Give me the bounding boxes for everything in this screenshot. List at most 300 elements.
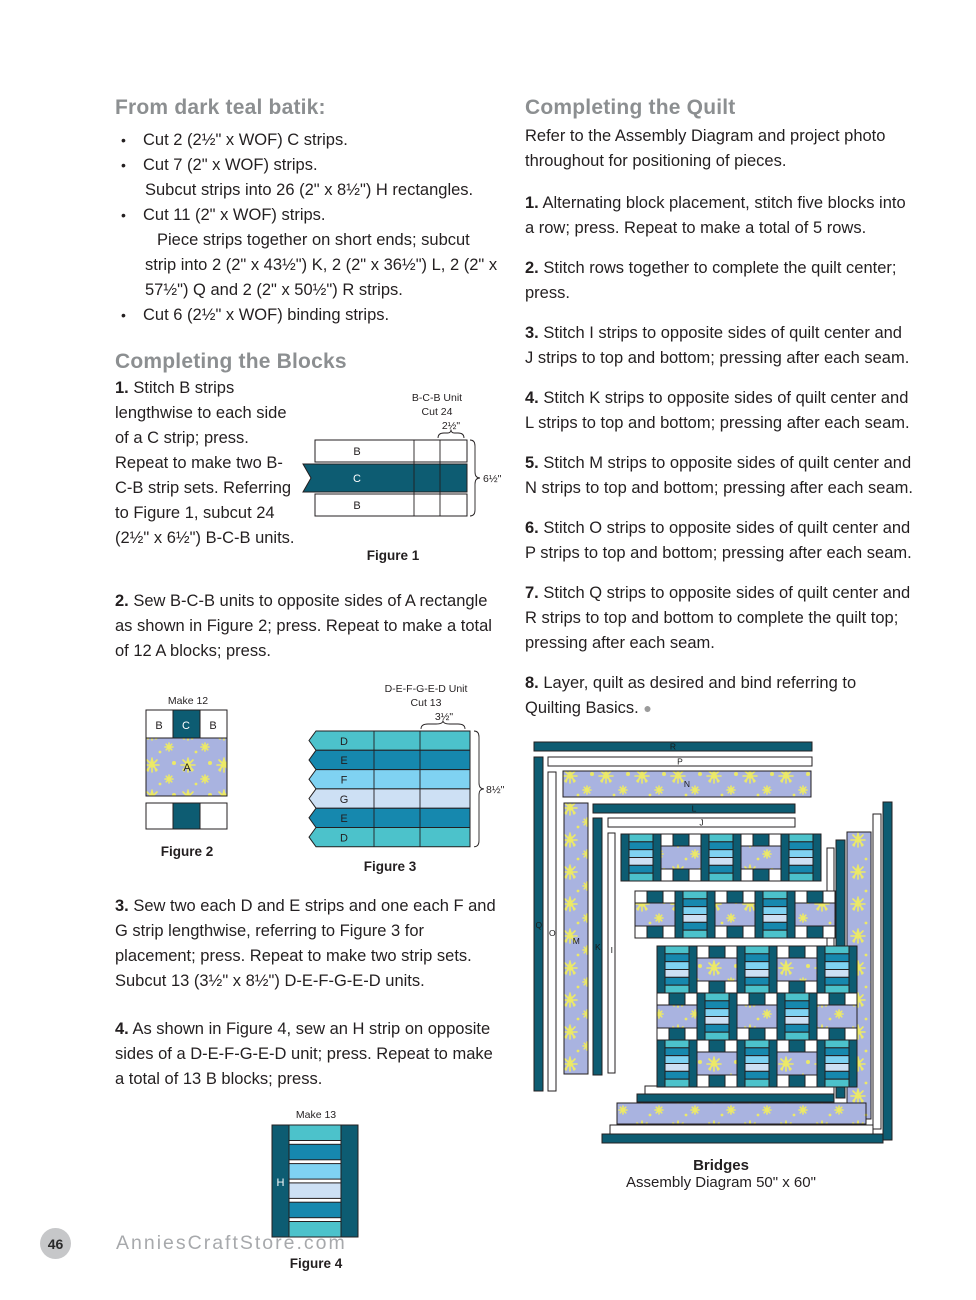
quilt-block-b-strip bbox=[825, 977, 849, 985]
right-column bbox=[525, 96, 913, 1191]
quilt-block-a-top bbox=[795, 891, 807, 903]
fig1-width-label: 2½" bbox=[441, 420, 461, 432]
fig3-label-e2: E bbox=[340, 813, 348, 825]
fig3-label-d1: D bbox=[340, 736, 348, 748]
quilt-block-b-strip bbox=[683, 891, 707, 899]
blocks-step-3: 3. Sew two each D and E strips and one each F and G strip lengthwise, referring to Figure 3 for placement; press. Repeat to make two strip sets. Subcut 13 (3½" x 8½") D-E-F-G-E-D units. bbox=[115, 897, 496, 990]
fig1-label-c: C bbox=[353, 473, 361, 485]
quilt-block-b-strip bbox=[705, 993, 729, 1001]
assembly-strip-label: O bbox=[548, 928, 556, 938]
quilt-block-b-strip bbox=[745, 1056, 769, 1064]
quilt-intro: Refer to the Assembly Diagram and project photo throughout for positioning of pieces. bbox=[525, 127, 886, 170]
quilt-block-b-bar bbox=[653, 834, 661, 881]
quilt-block-a-bottom bbox=[725, 981, 737, 993]
quilt-block-b-bar bbox=[707, 891, 715, 938]
quilt-block-a-top bbox=[709, 946, 725, 958]
quilt-block-b-strip bbox=[789, 873, 813, 881]
quilt-block-b-strip bbox=[745, 1064, 769, 1072]
fig3-title2: Cut 13 bbox=[410, 697, 442, 709]
quilt-block-b-strip bbox=[825, 954, 849, 962]
quilt-block-b-strip bbox=[629, 858, 653, 866]
quilt-block-a-bottom bbox=[737, 1028, 749, 1040]
quilt-block-b-bar bbox=[657, 946, 665, 993]
assembly-strip-label: K bbox=[594, 942, 601, 952]
quilt-block-b-strip bbox=[683, 899, 707, 907]
quilt-block-a-top bbox=[823, 891, 835, 903]
quilt-block-a-top bbox=[657, 993, 669, 1005]
quilt-block-a-bottom bbox=[753, 869, 769, 881]
fig4-label-h: H bbox=[276, 1177, 285, 1189]
fig2-label-b2: B bbox=[209, 720, 217, 732]
quilt-block-b-strip bbox=[825, 1040, 849, 1048]
quilt-block-b-strip bbox=[629, 850, 653, 858]
quilt-block-a-top bbox=[741, 834, 753, 846]
quilt-block-b-strip bbox=[825, 946, 849, 954]
cutting-item: • Cut 7 (2" x WOF) strips. bbox=[115, 153, 503, 178]
quilt-block-b-bar bbox=[733, 834, 741, 881]
blocks-step-2: 2. Sew B-C-B units to opposite sides of A rectangle as shown in Figure 2; press. Repeat to make a total of 12 A blocks; press. bbox=[115, 592, 492, 660]
cutting-item: • Cut 6 (2½" x WOF) binding strips. bbox=[115, 303, 503, 328]
figure3 bbox=[290, 679, 508, 884]
quilt-block-a-bottom bbox=[725, 1075, 737, 1087]
quilt-block-a-top bbox=[817, 993, 829, 1005]
quilt-block-b-strip bbox=[825, 1064, 849, 1072]
quilt-block-a-bottom bbox=[789, 1075, 805, 1087]
left-column bbox=[115, 96, 503, 1282]
quilt-block-a-top bbox=[845, 993, 857, 1005]
quilt-block-a-bottom bbox=[685, 1028, 697, 1040]
quilt-block-b-strip bbox=[763, 891, 787, 899]
fig3-right-brace bbox=[474, 731, 484, 847]
quilt-block-a-center bbox=[737, 1005, 777, 1028]
quilt-block-a-top bbox=[805, 946, 817, 958]
fig3-strips bbox=[309, 731, 470, 847]
quilt-block-a-top bbox=[709, 1040, 725, 1052]
quilt-block-b-bar bbox=[817, 1040, 825, 1087]
figure1-diagram bbox=[297, 388, 503, 570]
quilt-block-b-strip bbox=[705, 1024, 729, 1032]
fig4-strip-e1 bbox=[289, 1144, 341, 1160]
quilt-block-a-bottom bbox=[789, 981, 805, 993]
fig2-bottom-c bbox=[173, 803, 200, 829]
quilt-block-b-bar bbox=[737, 1040, 745, 1087]
quilt-block-a-center bbox=[697, 958, 737, 981]
quilt-block-a-top bbox=[769, 834, 781, 846]
quilt-block-b-strip bbox=[785, 1009, 809, 1017]
quilt-block-b-strip bbox=[745, 1040, 769, 1048]
quilt-block-b-strip bbox=[745, 946, 769, 954]
quilt-block-a-bottom bbox=[829, 1028, 845, 1040]
quilt-block-b-bar bbox=[769, 1040, 777, 1087]
quilt-block-b-strip bbox=[789, 858, 813, 866]
quilt-block-a-bottom bbox=[697, 1075, 709, 1087]
quilt-block-b-strip bbox=[763, 915, 787, 923]
fig3-label-f: F bbox=[340, 774, 348, 787]
quilt-block-a-bottom bbox=[805, 1075, 817, 1087]
quilt-block-b-bar bbox=[701, 834, 709, 881]
quilt-block-b-strip bbox=[665, 1056, 689, 1064]
page-footer bbox=[40, 1228, 347, 1259]
blocks-heading: Completing the Blocks bbox=[115, 350, 347, 373]
fig3-strip-d2 bbox=[309, 828, 470, 847]
quilt-block-b-strip bbox=[709, 858, 733, 866]
bullet-glyph: • bbox=[121, 157, 126, 173]
quilt-block-a-center bbox=[777, 1052, 817, 1075]
fig3-label-e1: E bbox=[340, 755, 348, 767]
cutting-subitem: Subcut strips into 26 (2" x 8½") H rectangles. bbox=[145, 181, 474, 199]
quilt-block-a-center bbox=[741, 846, 781, 869]
assembly-diagram bbox=[525, 736, 913, 1153]
quilt-block-b-strip bbox=[789, 865, 813, 873]
cutting-list bbox=[115, 128, 503, 328]
quilt-block-b-strip bbox=[825, 985, 849, 993]
quilt-block-a-top bbox=[777, 1040, 789, 1052]
quilt-block-b-strip bbox=[825, 1056, 849, 1064]
fig4-make-label: Make 13 bbox=[295, 1109, 337, 1121]
quilt-block-a-bottom bbox=[777, 981, 789, 993]
quilt-block-a-bottom bbox=[697, 981, 709, 993]
quilt-block-a-top bbox=[689, 834, 701, 846]
quilt-block-b-strip bbox=[785, 1024, 809, 1032]
assembly-title: Bridges bbox=[693, 1157, 749, 1174]
quilt-block-b-strip bbox=[745, 1079, 769, 1087]
quilt-block-b-strip bbox=[665, 977, 689, 985]
quilt-block-a-top bbox=[661, 834, 673, 846]
quilt-block-b-strip bbox=[763, 899, 787, 907]
quilt-block-b-strip bbox=[629, 834, 653, 842]
quilt-block-a-center bbox=[635, 903, 675, 926]
fig3-label-g: G bbox=[339, 794, 349, 806]
quilt-block-a-bottom bbox=[743, 926, 755, 938]
assembly-border-right-O bbox=[873, 814, 881, 1129]
quilt-block-a-top bbox=[777, 946, 789, 958]
quilt-block-b-bar bbox=[621, 834, 629, 881]
quilt-block-b-strip bbox=[785, 1001, 809, 1009]
quilt-block-b-strip bbox=[745, 954, 769, 962]
quilt-block-a-top bbox=[749, 993, 765, 1005]
assembly-border-bottom-N bbox=[617, 1103, 866, 1124]
fig2-caption: Figure 2 bbox=[160, 844, 214, 859]
bullet-glyph: • bbox=[121, 307, 126, 323]
quilt-block-b-strip bbox=[665, 1048, 689, 1056]
assembly-strip-label: P bbox=[677, 756, 683, 767]
quilt-block-a-top bbox=[807, 891, 823, 903]
quilt-block-b-strip bbox=[785, 1017, 809, 1025]
quilt-block-a-top bbox=[737, 993, 749, 1005]
fig3-strip-g bbox=[309, 789, 470, 808]
quilt-block-b-strip bbox=[683, 922, 707, 930]
quilt-block-b-bar bbox=[769, 946, 777, 993]
quilt-step-1: 1. Alternating block placement, stitch five blocks into a row; press. Repeat to make a total of 5 rows. bbox=[525, 194, 906, 237]
quilt-block-b-strip bbox=[825, 1048, 849, 1056]
assembly-strip-label: R bbox=[669, 741, 677, 752]
quilt-block-a-top bbox=[697, 1040, 709, 1052]
quilt-block-b-strip bbox=[785, 1032, 809, 1040]
assembly-border-bottom-P bbox=[610, 1125, 873, 1134]
figure3-diagram bbox=[290, 679, 508, 879]
fig4-strip-g bbox=[289, 1183, 341, 1199]
fig3-caption: Figure 3 bbox=[363, 859, 417, 874]
quilt-block-b-strip bbox=[745, 977, 769, 985]
fig2-label-c: C bbox=[182, 720, 190, 732]
article-end-mark: ● bbox=[643, 700, 652, 716]
quilt-block-a-top bbox=[789, 1040, 805, 1052]
fig3-width-label: 3½" bbox=[434, 711, 454, 723]
quilt-block-b-bar bbox=[689, 1040, 697, 1087]
quilt-block-b-strip bbox=[665, 1064, 689, 1072]
fig1-title2: Cut 24 bbox=[421, 406, 453, 418]
quilt-block-a-top bbox=[647, 891, 663, 903]
quilt-block-a-bottom bbox=[709, 981, 725, 993]
step1-with-figure1 bbox=[115, 376, 503, 575]
fig1-right-brace bbox=[470, 440, 480, 516]
blocks-step-4: 4. As shown in Figure 4, sew an H strip on opposite sides of a D-E-F-G-E-D unit; press. Repeat to make a total of 13 B blocks; press. bbox=[115, 1020, 493, 1088]
quilt-block-b-strip bbox=[709, 873, 733, 881]
fig2-bottom-b-right bbox=[200, 803, 227, 829]
fig4-center-strips bbox=[289, 1125, 341, 1237]
quilt-block-b-bar bbox=[697, 993, 705, 1040]
fig3-strip-e2 bbox=[309, 808, 470, 827]
quilt-step-7: 7. Stitch Q strips to opposite sides of quilt center and R strips to top and bottom to complete the quilt top; pressing after each seam. bbox=[525, 584, 911, 652]
fig2-label-a: A bbox=[183, 762, 191, 774]
quilt-block-b-bar bbox=[657, 1040, 665, 1087]
quilt-block-b-strip bbox=[665, 962, 689, 970]
quilt-block-b-strip bbox=[745, 962, 769, 970]
quilt-block-b-strip bbox=[665, 1040, 689, 1048]
quilt-block-b-strip bbox=[745, 985, 769, 993]
figure1 bbox=[297, 388, 503, 575]
quilt-block-a-bottom bbox=[647, 926, 663, 938]
quilt-block-b-strip bbox=[705, 1009, 729, 1017]
quilt-block-a-top bbox=[685, 993, 697, 1005]
quilt-block-b-bar bbox=[787, 891, 795, 938]
fig2-label-b1: B bbox=[155, 720, 163, 732]
fig4-strip-f bbox=[289, 1164, 341, 1180]
quilt-block-b-strip bbox=[665, 1071, 689, 1079]
assembly-diagram-svg bbox=[525, 736, 917, 1148]
quilt-block-b-bar bbox=[689, 946, 697, 993]
fig1-strip-b-top bbox=[315, 440, 467, 462]
quilt-block-a-bottom bbox=[673, 869, 689, 881]
quilt-block-b-strip bbox=[763, 907, 787, 915]
quilt-block-b-strip bbox=[705, 1017, 729, 1025]
quilt-block-a-bottom bbox=[777, 1075, 789, 1087]
fig1-strip-c bbox=[303, 464, 467, 492]
quilt-block-a-bottom bbox=[709, 1075, 725, 1087]
fig1-caption: Figure 1 bbox=[366, 548, 420, 563]
quilt-block-a-center bbox=[715, 903, 755, 926]
quilt-block-a-bottom bbox=[805, 981, 817, 993]
quilt-block-b-bar bbox=[737, 946, 745, 993]
quilt-block-b-strip bbox=[709, 842, 733, 850]
quilt-block-a-top bbox=[805, 1040, 817, 1052]
quilt-block-a-center bbox=[817, 1005, 857, 1028]
quilt-block-b-strip bbox=[705, 1032, 729, 1040]
assembly-border-bottom-L bbox=[637, 1094, 834, 1102]
quilt-block-a-bottom bbox=[669, 1028, 685, 1040]
quilt-block-b-bar bbox=[849, 1040, 857, 1087]
quilt-block-b-bar bbox=[813, 834, 821, 881]
quilt-block-a-top bbox=[789, 946, 805, 958]
quilt-block-b-strip bbox=[763, 930, 787, 938]
quilt-block-a-top bbox=[727, 891, 743, 903]
quilt-block-b-bar bbox=[755, 891, 763, 938]
quilt-block-a-top bbox=[673, 834, 689, 846]
quilt-heading: Completing the Quilt bbox=[525, 96, 736, 119]
quilt-block-b-strip bbox=[629, 842, 653, 850]
quilt-block-a-bottom bbox=[823, 926, 835, 938]
quilt-block-b-bar bbox=[777, 993, 785, 1040]
quilt-block-b-strip bbox=[745, 1071, 769, 1079]
quilt-block-b-bar bbox=[849, 946, 857, 993]
quilt-block-b-strip bbox=[709, 850, 733, 858]
figure2-diagram bbox=[143, 693, 235, 865]
fig1-label-b1: B bbox=[353, 446, 361, 458]
blocks-step-1: 1. Stitch B strips lengthwise to each side of a C strip; press. Repeat to make two B-C-B strip sets. Referring to Figure 1, subcut 24 (2½" x 6½") B-C-B units. bbox=[115, 379, 295, 547]
fig2-make-label: Make 12 bbox=[167, 695, 209, 707]
cutting-subitem: Piece strips together on short ends; subcut strip into 2 (2" x 43½") K, 2 (2" x 36½") L, 2 (2" x 57½") Q and 2 (2" x 50½") R strips. bbox=[145, 231, 498, 299]
quilt-block-a-top bbox=[635, 891, 647, 903]
quilt-block-b-strip bbox=[683, 930, 707, 938]
quilt-block-b-strip bbox=[629, 865, 653, 873]
site-name: AnniesCraftStore.com bbox=[116, 1232, 347, 1254]
bullet-glyph: • bbox=[121, 207, 126, 223]
quilt-block-b-strip bbox=[789, 842, 813, 850]
fig3-strip-e1 bbox=[309, 750, 470, 769]
quilt-block-b-bar bbox=[817, 946, 825, 993]
quilt-block-a-center bbox=[795, 903, 835, 926]
quilt-block-b-strip bbox=[665, 954, 689, 962]
fig3-height-label: 8½" bbox=[486, 784, 505, 796]
quilt-block-b-strip bbox=[665, 970, 689, 978]
assembly-caption bbox=[525, 1157, 917, 1191]
quilt-block-a-bottom bbox=[635, 926, 647, 938]
quilt-block-a-bottom bbox=[689, 869, 701, 881]
page-number-badge: 46 bbox=[40, 1228, 71, 1259]
quilt-block-b-strip bbox=[789, 850, 813, 858]
quilt-step-2: 2. Stitch rows together to complete the quilt center; press. bbox=[525, 259, 897, 302]
quilt-block-a-bottom bbox=[807, 926, 823, 938]
quilt-block-b-strip bbox=[629, 873, 653, 881]
quilt-step-8: 8. Layer, quilt as desired and bind referring to Quilting Basics. ● bbox=[525, 674, 857, 717]
quilt-block-a-bottom bbox=[795, 926, 807, 938]
figures-2-3-row bbox=[143, 679, 503, 884]
quilt-block-b-strip bbox=[683, 915, 707, 923]
quilt-block-a-bottom bbox=[845, 1028, 857, 1040]
quilt-block-b-strip bbox=[789, 834, 813, 842]
bullet-glyph: • bbox=[121, 132, 126, 148]
quilt-block-a-center bbox=[697, 1052, 737, 1075]
quilt-block-a-bottom bbox=[661, 869, 673, 881]
quilt-block-a-center bbox=[777, 958, 817, 981]
quilt-block-a-bottom bbox=[741, 869, 753, 881]
quilt-block-a-top bbox=[663, 891, 675, 903]
fig1-strip-b-bottom bbox=[315, 494, 467, 516]
assembly-strip-label: M bbox=[572, 936, 580, 946]
quilt-block-a-center bbox=[657, 1005, 697, 1028]
quilt-block-b-bar bbox=[729, 993, 737, 1040]
quilt-block-b-bar bbox=[781, 834, 789, 881]
fig4-strip-d1 bbox=[289, 1125, 341, 1141]
quilt-block-b-strip bbox=[825, 962, 849, 970]
quilt-block-a-top bbox=[753, 834, 769, 846]
fig1-height-label: 6½" bbox=[483, 473, 502, 485]
fig4-h-strip-right bbox=[341, 1125, 358, 1237]
quilt-block-b-strip bbox=[745, 1048, 769, 1056]
assembly-strip-label: J bbox=[699, 817, 704, 828]
quilt-block-b-strip bbox=[709, 834, 733, 842]
quilt-block-a-bottom bbox=[727, 926, 743, 938]
quilt-block-a-center bbox=[661, 846, 701, 869]
assembly-strip-label: Q bbox=[535, 920, 543, 930]
assembly-subtitle: Assembly Diagram 50" x 60" bbox=[626, 1174, 816, 1191]
quilt-block-a-top bbox=[715, 891, 727, 903]
quilt-block-b-bar bbox=[809, 993, 817, 1040]
quilt-block-a-top bbox=[725, 1040, 737, 1052]
fig3-title1: D-E-F-G-E-D Unit bbox=[384, 683, 468, 695]
quilt-block-b-strip bbox=[785, 993, 809, 1001]
fig3-label-d2: D bbox=[340, 832, 348, 845]
quilt-block-a-bottom bbox=[765, 1028, 777, 1040]
fig3-strip-f bbox=[309, 770, 470, 789]
quilt-block-b-bar bbox=[675, 891, 683, 938]
fig2-bottom-b-left bbox=[146, 803, 173, 829]
fig1-title1: B-C-B Unit bbox=[411, 392, 463, 404]
quilt-block-a-bottom bbox=[657, 1028, 669, 1040]
quilt-block-b-strip bbox=[763, 922, 787, 930]
quilt-block-a-top bbox=[669, 993, 685, 1005]
fig4-caption: Figure 4 bbox=[289, 1256, 343, 1271]
quilt-block-a-top bbox=[829, 993, 845, 1005]
quilt-block-b-strip bbox=[825, 1079, 849, 1087]
quilt-step-3: 3. Stitch I strips to opposite sides of quilt center and J strips to top and bottom; pressing after each seam. bbox=[525, 324, 910, 367]
fig1-label-b2: B bbox=[353, 500, 361, 512]
fig3-strip-d1 bbox=[309, 731, 470, 750]
quilt-block-a-top bbox=[697, 946, 709, 958]
cutting-item: • Cut 2 (2½" x WOF) C strips. bbox=[115, 128, 503, 153]
quilt-block-a-bottom bbox=[715, 926, 727, 938]
quilt-block-b-strip bbox=[825, 970, 849, 978]
fig4-strip-e2 bbox=[289, 1202, 341, 1218]
quilt-block-a-bottom bbox=[769, 869, 781, 881]
quilt-block-b-strip bbox=[825, 1071, 849, 1079]
quilt-step-6: 6. Stitch O strips to opposite sides of quilt center and P strips to top and bottom; pressing after each seam. bbox=[525, 519, 912, 562]
fig3-top-brace bbox=[421, 721, 465, 730]
assembly-border-right-Q bbox=[883, 802, 892, 1140]
cutting-item: • Cut 11 (2" x WOF) strips. bbox=[115, 203, 503, 228]
quilt-block-a-bottom bbox=[749, 1028, 765, 1040]
quilt-block-b-strip bbox=[705, 1001, 729, 1009]
quilt-step-5: 5. Stitch M strips to opposite sides of quilt center and N strips to top and bottom; pressing after each seam. bbox=[525, 454, 913, 497]
quilt-block-b-strip bbox=[665, 946, 689, 954]
quilt-block-b-strip bbox=[665, 1079, 689, 1087]
quilt-block-b-strip bbox=[745, 970, 769, 978]
quilt-block-a-top bbox=[743, 891, 755, 903]
figure2 bbox=[143, 693, 235, 884]
cutting-heading: From dark teal batik: bbox=[115, 96, 326, 119]
assembly-border-bottom-R bbox=[602, 1134, 883, 1143]
quilt-block-a-bottom bbox=[663, 926, 675, 938]
quilt-block-b-strip bbox=[683, 907, 707, 915]
assembly-strip-label: L bbox=[691, 803, 697, 814]
quilt-block-a-top bbox=[725, 946, 737, 958]
quilt-block-a-bottom bbox=[817, 1028, 829, 1040]
quilt-step-4: 4. Stitch K strips to opposite sides of quilt center and L strips to top and bottom; pressing after each seam. bbox=[525, 389, 910, 432]
quilt-block-b-strip bbox=[665, 985, 689, 993]
quilt-block-a-top bbox=[765, 993, 777, 1005]
quilt-block-b-strip bbox=[709, 865, 733, 873]
assembly-strip-label: I bbox=[610, 945, 613, 955]
